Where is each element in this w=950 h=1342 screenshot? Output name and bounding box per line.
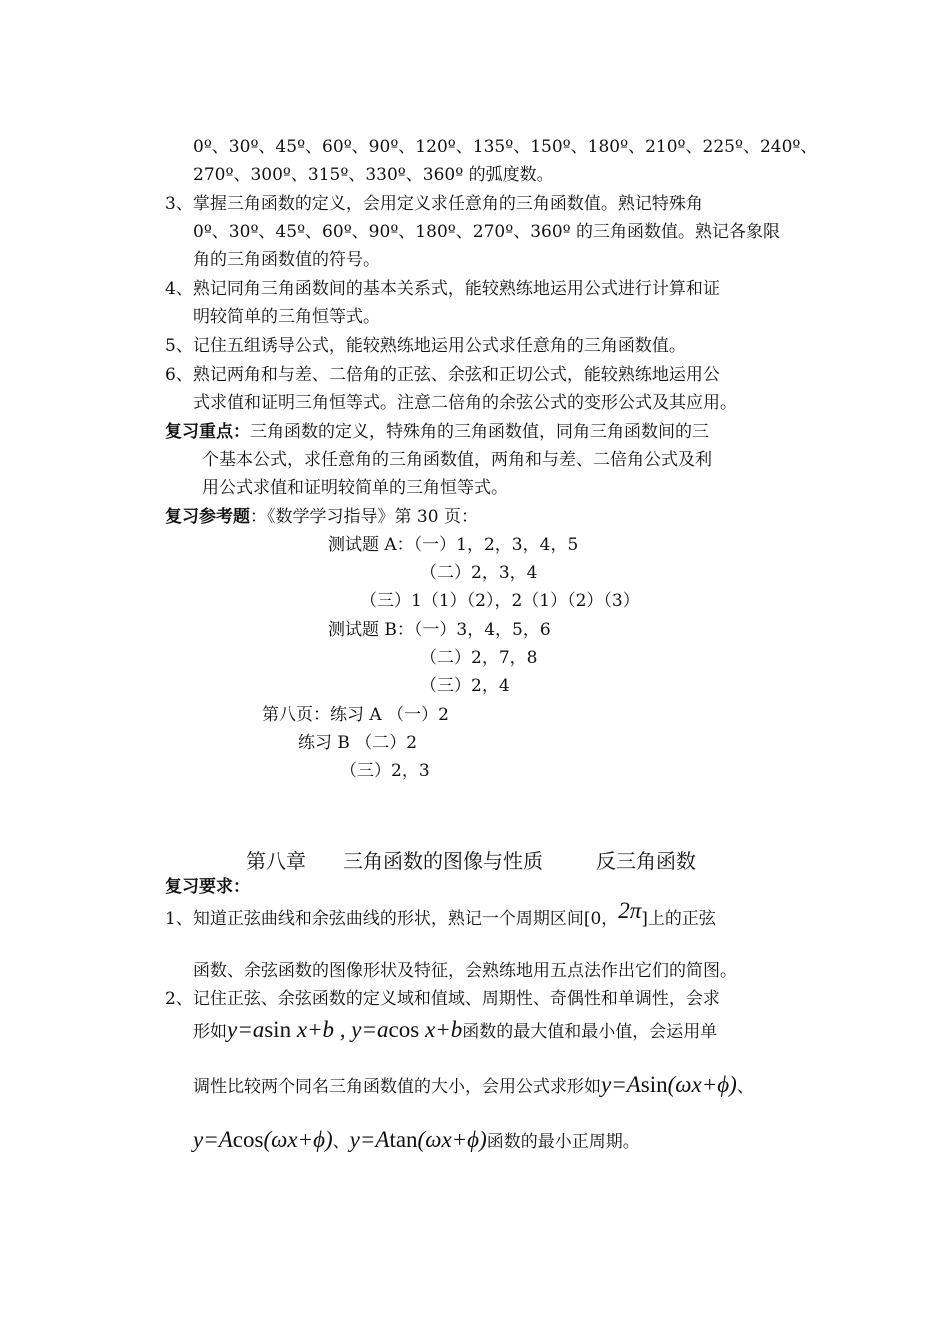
req-2-line-3 — [193, 1074, 754, 1098]
key-points-label: 复习重点： — [165, 422, 250, 442]
sin-cos-formula: y=asin x+b , y=acos x+b — [227, 1017, 463, 1042]
item-5-line: 5、记住五组诱导公式，能较熟练地运用公式求任意角的三角函数值。 — [165, 336, 686, 356]
key-points-line-3: 用公式求值和证明较简单的三角恒等式。 — [202, 478, 508, 498]
degree-list-line-1: 0º、30º、45º、60º、90º、120º、135º、150º、180º、210º、225º、240º、 — [193, 137, 818, 157]
reference-label: 复习参考题 — [165, 507, 250, 527]
sine-period-formula: y=Asin(ωx+ϕ) — [601, 1072, 737, 1097]
item-3-line-1: 3、掌握三角函数的定义，会用定义求任意角的三角函数值。熟记特殊角 — [165, 194, 703, 214]
requirements-label: 复习要求： — [165, 877, 250, 897]
req-2-line-4 — [193, 1129, 640, 1153]
two-pi-symbol: 2π — [618, 898, 642, 923]
req-1-line-1 — [165, 898, 716, 930]
reference-text: ：《数学学习指导》第 30 页： — [250, 507, 478, 527]
chapter-number: 第八章 — [246, 849, 306, 873]
degree-list-line-2: 270º、300º、315º、330º、360º 的弧度数。 — [193, 165, 554, 185]
test-a-line-1: 测试题 A：（一）1，2，3，4，5 — [328, 535, 579, 555]
req-2-text-b: 函数的最大值和最小值，会运用单 — [462, 1022, 718, 1042]
item-6-line-1: 6、熟记两角和与差、二倍角的正弦、余弦和正切公式，能较熟练地运用公 — [165, 365, 720, 385]
req-1-text-a: 1、知道正弦曲线和余弦曲线的形状，熟记一个周期区间[0， — [165, 909, 619, 929]
req-2-text-a: 形如 — [193, 1022, 227, 1042]
key-points-text: 三角函数的定义，特殊角的三角函数值，同角三角函数间的三 — [250, 422, 709, 442]
item-6-line-2: 式求值和证明三角恒等式。注意二倍角的余弦公式的变形公式及其应用。 — [193, 393, 737, 413]
req-2-line-2 — [193, 1019, 717, 1043]
test-b-line-2: （二）2，7，8 — [420, 648, 538, 668]
page-eight-line-2: 练习 B （二）2 — [298, 733, 418, 753]
cosine-period-formula: y=Acos(ωx+ϕ) — [193, 1127, 333, 1152]
tangent-period-formula: y=Atan(ωx+ϕ) — [349, 1127, 487, 1152]
page-eight-line-3: （三）2，3 — [340, 761, 430, 781]
page-eight-line-1: 第八页：练习 A （一）2 — [262, 705, 449, 725]
req-2-text-d: 函数的最小正周期。 — [486, 1132, 640, 1152]
chapter-title: 三角函数的图像与性质 — [343, 849, 543, 873]
test-b-line-1: 测试题 B：（一）3，4，5，6 — [328, 620, 551, 640]
item-4-line-2: 明较简单的三角恒等式。 — [193, 307, 380, 327]
reference-line — [165, 506, 478, 528]
separator-1: 、 — [736, 1077, 754, 1097]
item-3-line-3: 角的三角函数值的符号。 — [193, 250, 380, 270]
item-3-line-2: 0º、30º、45º、60º、90º、180º、270º、360º 的三角函数值。熟记各象限 — [193, 222, 781, 242]
key-points-line-2: 个基本公式，求任意角的三角函数值，两角和与差、二倍角公式及利 — [202, 450, 712, 470]
item-4-line-1: 4、熟记同角三角函数间的基本关系式，能较熟练地运用公式进行计算和证 — [165, 279, 720, 299]
req-2-line-1: 2、记住正弦、余弦函数的定义域和值域、周期性、奇偶性和单调性，会求 — [165, 989, 720, 1009]
test-a-line-2: （二）2，3，4 — [420, 563, 538, 583]
key-points-line-1 — [165, 421, 709, 443]
req-1-text-b: ]上的正弦 — [641, 909, 716, 929]
separator-2: 、 — [332, 1132, 350, 1152]
chapter-subtitle: 反三角函数 — [596, 849, 696, 873]
test-a-line-3: （三）1（1）（2），2（1）（2）（3） — [360, 591, 640, 611]
req-1-line-2: 函数、余弦函数的图像形状及特征，会熟练地用五点法作出它们的简图。 — [193, 961, 737, 981]
req-2-text-c: 调性比较两个同名三角函数值的大小，会用公式求形如 — [193, 1077, 601, 1097]
test-b-line-3: （三）2，4 — [420, 676, 510, 696]
